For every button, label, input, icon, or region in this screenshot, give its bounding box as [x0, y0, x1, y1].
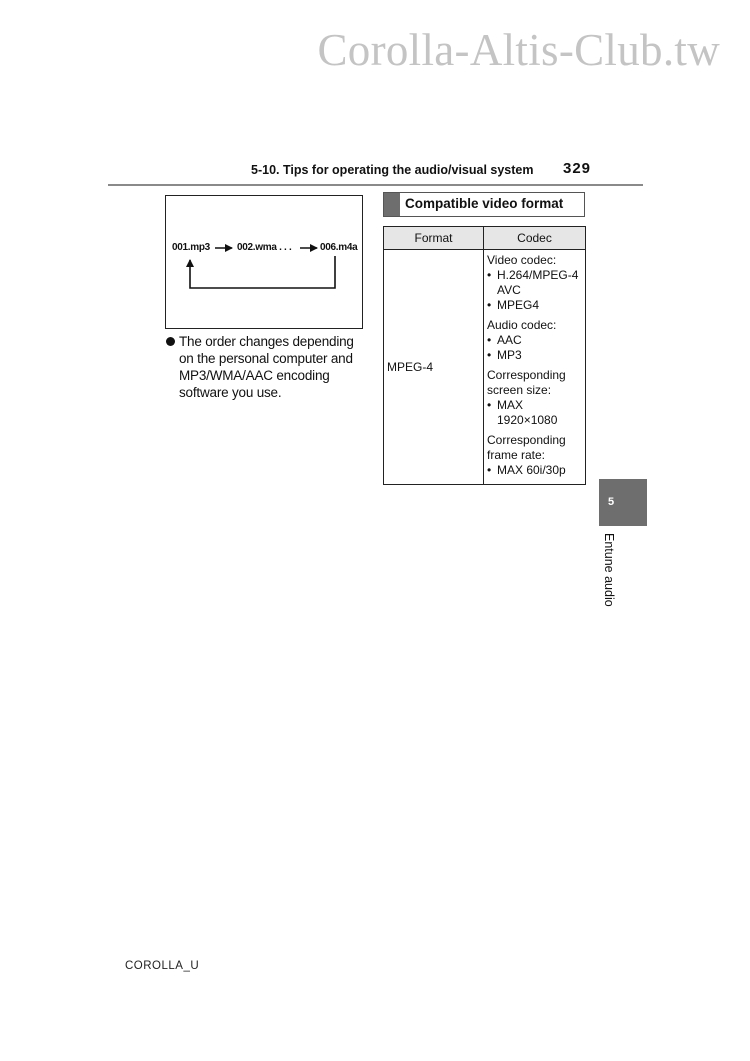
frame-rate-item: • MAX 60i/30p	[487, 463, 583, 478]
video-codec-item: • MPEG4	[487, 298, 583, 313]
video-codec-item: • H.264/MPEG-4 AVC	[487, 268, 583, 298]
screen-size-group	[487, 368, 583, 428]
heading-marker	[384, 193, 400, 216]
order-note-text: The order changes depending on the personal computer and MP3/WMA/AAC encoding software you use.	[179, 334, 354, 400]
chapter-tab	[599, 479, 647, 526]
video-codec-group	[487, 253, 583, 313]
audio-codec-item: • MP3	[487, 348, 583, 363]
audio-codec-group	[487, 318, 583, 363]
loop-back-arrow	[190, 256, 335, 288]
footer-code: COROLLA_U	[125, 960, 200, 972]
watermark: Corolla-Altis-Club.tw	[317, 25, 720, 75]
video-codec-label: Video codec:	[487, 253, 557, 267]
playback-order-diagram	[165, 195, 363, 329]
order-note	[166, 333, 371, 401]
column-header-format: Format	[384, 227, 484, 250]
compatible-format-heading	[383, 192, 585, 217]
section-title: 5-10. Tips for operating the audio/visual system	[251, 163, 534, 177]
screen-size-item: • MAX 1920×1080	[487, 398, 583, 428]
page-number: 329	[563, 160, 592, 177]
diagram-arrows	[166, 196, 362, 328]
file-label-3: 006.m4a	[320, 242, 358, 253]
file-label-2: 002.wma . . .	[237, 242, 292, 253]
frame-rate-group	[487, 433, 583, 478]
audio-codec-label: Audio codec:	[487, 318, 557, 332]
audio-codec-item: • AAC	[487, 333, 583, 348]
video-format-table	[383, 226, 586, 485]
frame-rate-label: Corresponding frame rate:	[487, 433, 566, 462]
compatible-format-title: Compatible video format	[405, 196, 564, 211]
file-label-1: 001.mp3	[172, 242, 210, 253]
codec-cell	[484, 250, 586, 485]
table-row	[384, 250, 586, 485]
chapter-number: 5	[608, 496, 615, 508]
format-cell: MPEG-4	[384, 250, 484, 485]
bullet-icon	[166, 337, 175, 346]
page-header	[108, 158, 643, 186]
screen-size-label: Corresponding screen size:	[487, 368, 566, 397]
table-header-row	[384, 227, 586, 250]
column-header-codec: Codec	[484, 227, 586, 250]
chapter-label: Entune audio	[602, 533, 616, 607]
